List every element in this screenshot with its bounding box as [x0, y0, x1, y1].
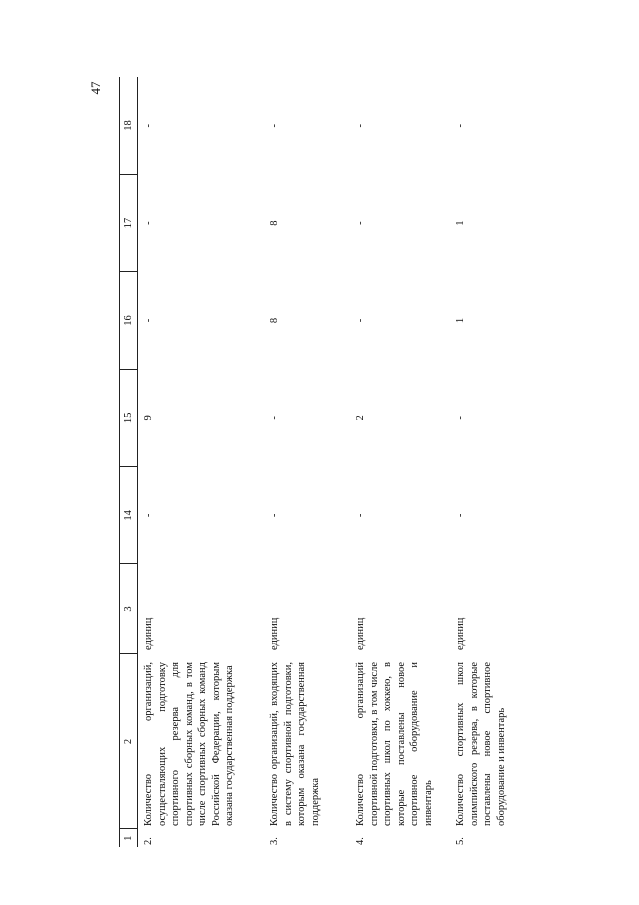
- table-row: [138, 77, 265, 847]
- column-header: 2: [120, 654, 138, 829]
- value-cell: -: [143, 513, 154, 518]
- column-header: 17: [120, 174, 138, 271]
- table-row: [264, 77, 350, 847]
- value-cell: -: [455, 513, 466, 518]
- value-cell: 1: [455, 220, 466, 226]
- rotated-table-container: [119, 77, 536, 847]
- page-number: 47: [88, 81, 103, 95]
- value-cell: -: [355, 221, 366, 225]
- unit-cell: единиц: [143, 617, 154, 650]
- value-cell: -: [269, 513, 280, 518]
- indicator-name: Количество организаций, осуществляющих подготовку спортивного резерва для спортивных сборных команд, в том числе спортивных сборных команд Российской Федерации, которым оказана государственная поддержка: [143, 662, 235, 826]
- indicator-name: Количество организаций спортивной подготовки, в том числе спортивных школ по хоккею, в которые поставлены новое спортивное оборудование и инвентарь: [355, 662, 434, 826]
- value-cell: -: [455, 416, 466, 420]
- indicator-name: Количество спортивных школ олимпийского резерва, в которые поставлены новое спортивное оборудование и инвентарь: [455, 662, 507, 826]
- value-cell: 1: [455, 317, 466, 324]
- table-row: [350, 77, 450, 847]
- unit-cell: единиц: [269, 617, 280, 650]
- value-cell: 9: [143, 415, 154, 421]
- unit-cell: единиц: [355, 617, 366, 650]
- column-header: 14: [120, 467, 138, 564]
- value-cell: -: [143, 221, 154, 225]
- value-cell: -: [355, 513, 366, 518]
- value-cell: -: [455, 123, 466, 128]
- column-header: 1: [120, 829, 138, 847]
- row-number: 5.: [455, 837, 466, 845]
- column-header: 15: [120, 369, 138, 466]
- unit-cell: единиц: [455, 617, 466, 650]
- indicator-name: Количество организаций, входящих в систему спортивной подготовки, которым оказана государственная поддержка: [269, 662, 321, 826]
- value-cell: -: [269, 123, 280, 128]
- row-number: 3.: [269, 837, 280, 845]
- value-cell: -: [269, 416, 280, 420]
- row-number: 2.: [143, 837, 154, 845]
- row-number: 4.: [355, 837, 366, 845]
- table-row: [450, 77, 536, 847]
- value-cell: -: [143, 318, 154, 323]
- value-cell: -: [355, 318, 366, 323]
- column-header: 3: [120, 564, 138, 654]
- value-cell: 2: [355, 415, 366, 421]
- value-cell: -: [355, 123, 366, 128]
- value-cell: -: [143, 123, 154, 128]
- data-table: [119, 77, 536, 847]
- column-header: 16: [120, 272, 138, 369]
- column-header: 18: [120, 77, 138, 174]
- table-header-row: [120, 77, 138, 847]
- value-cell: 8: [269, 317, 280, 324]
- value-cell: 8: [269, 220, 280, 226]
